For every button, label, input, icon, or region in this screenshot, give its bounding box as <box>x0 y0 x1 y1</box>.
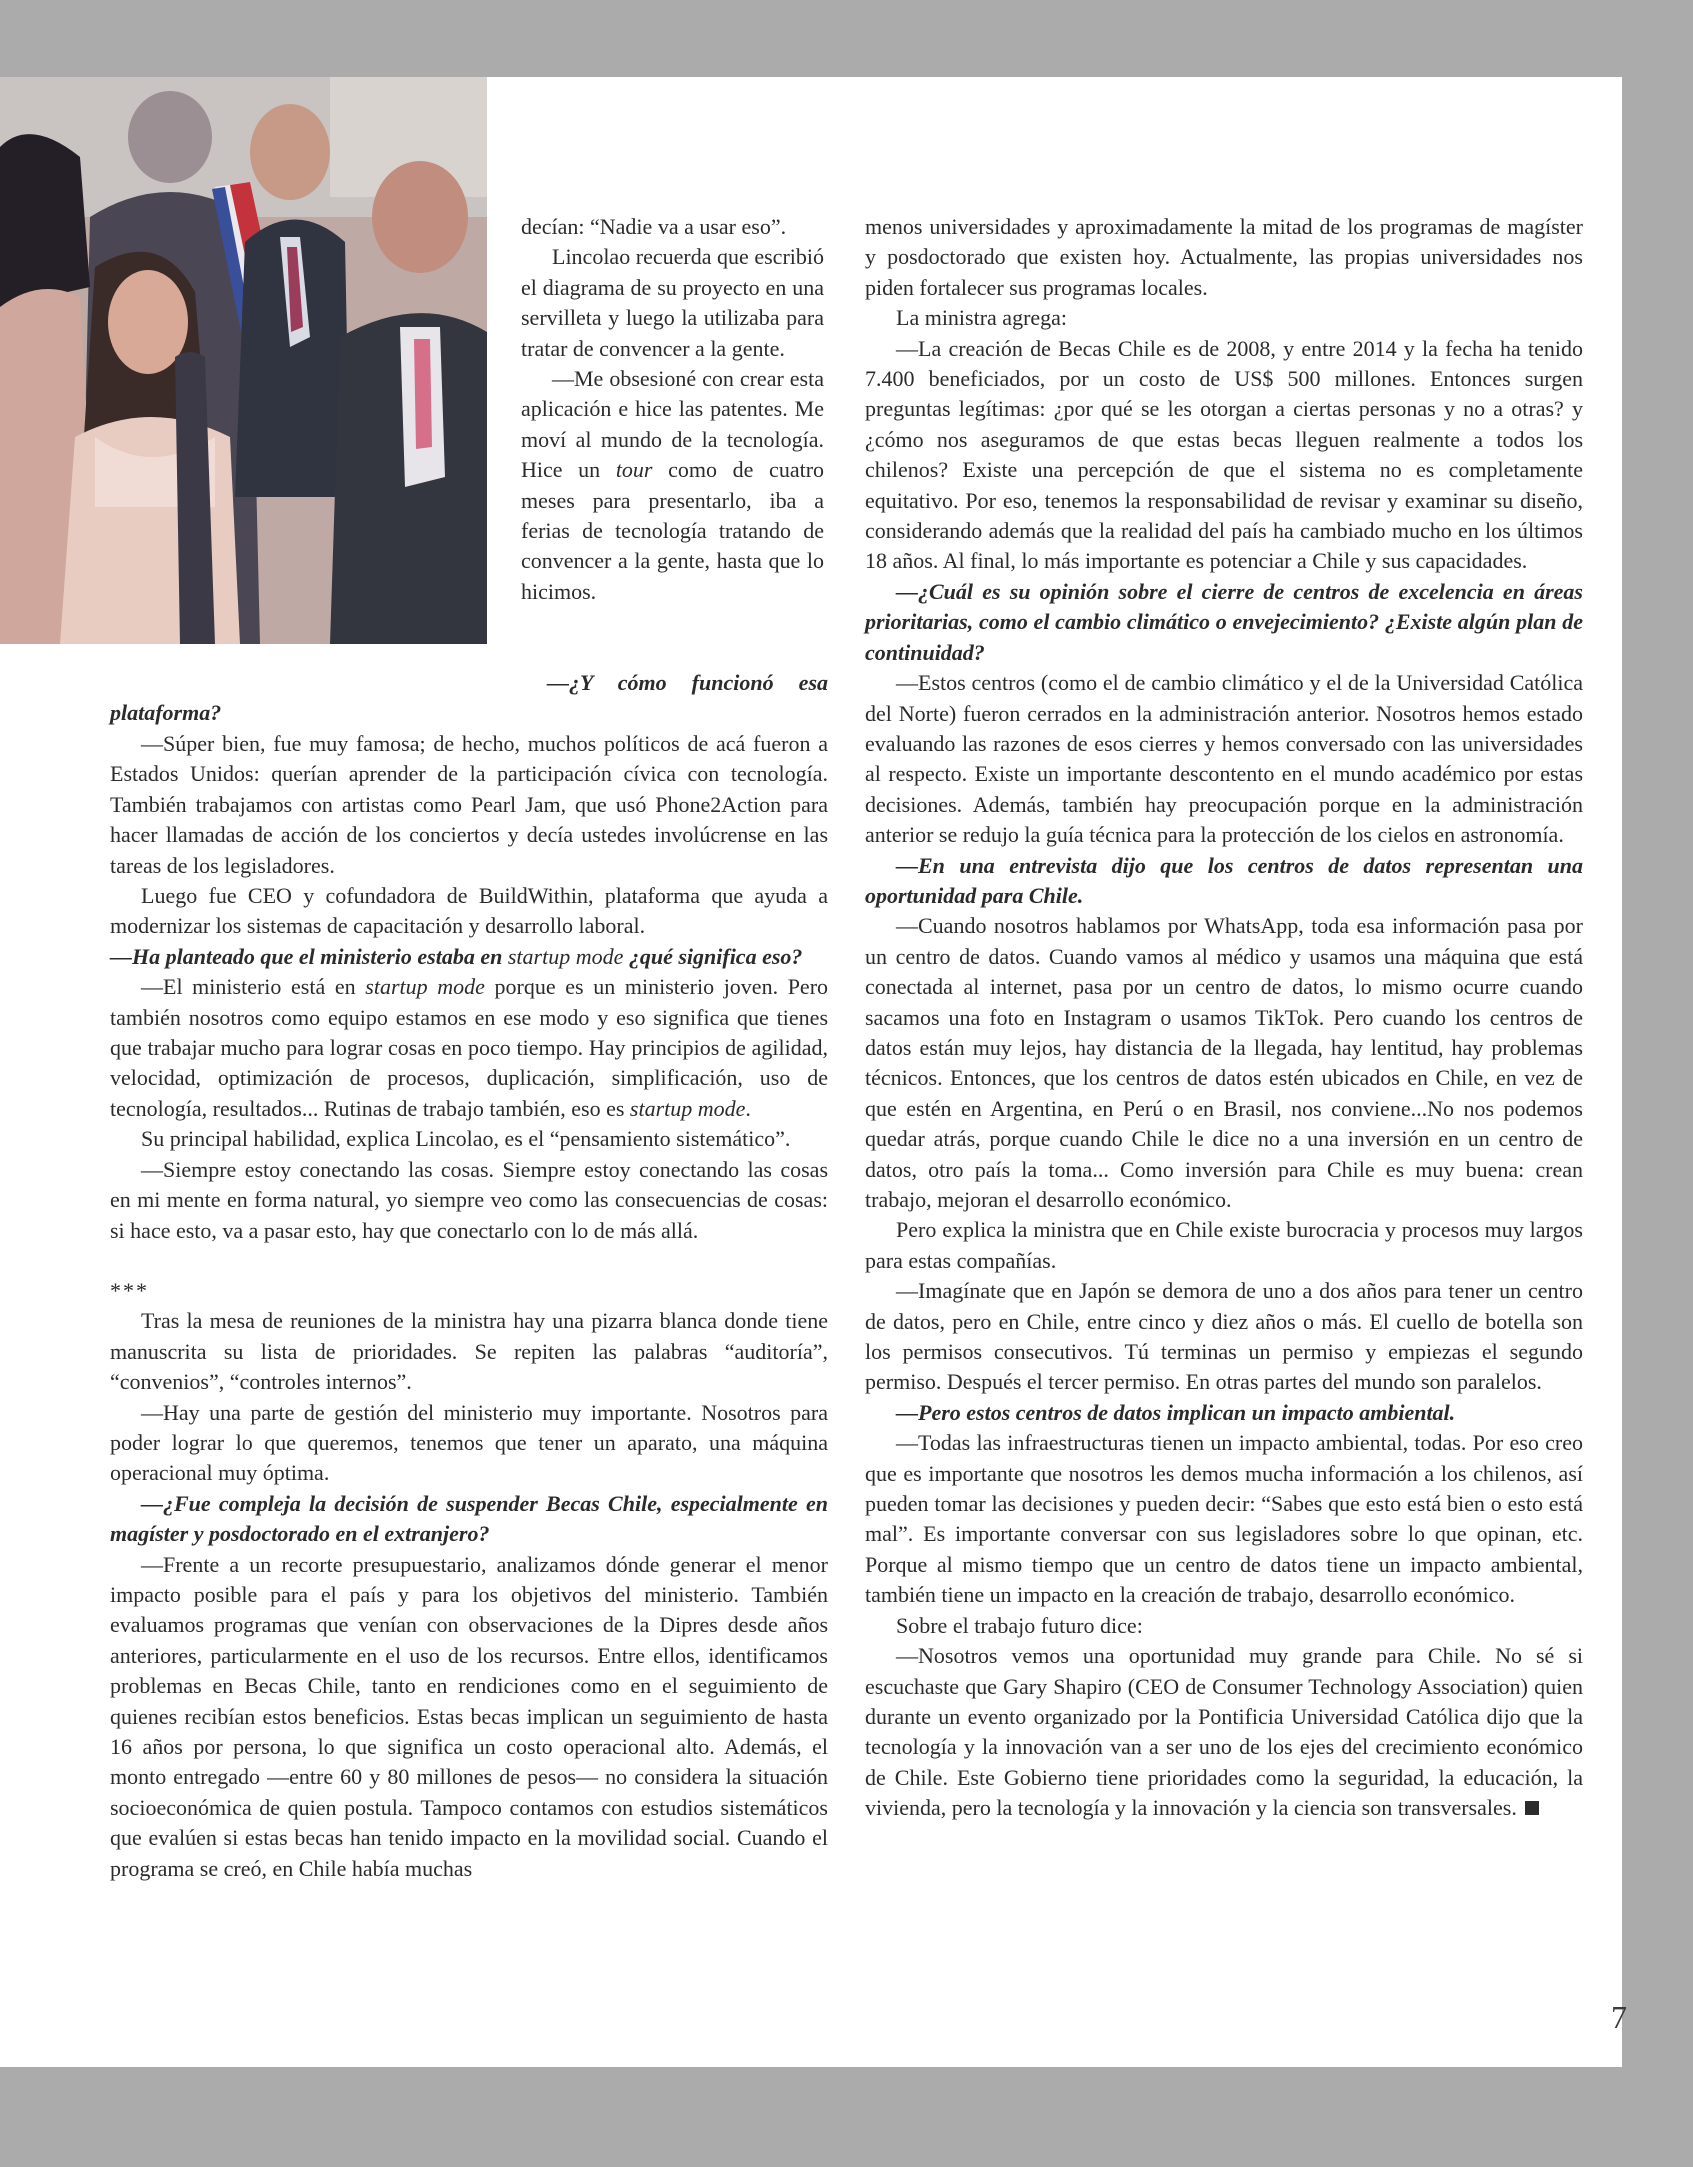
paragraph: —Imagínate que en Japón se demora de uno a dos años para tener un centro de datos, pero en Chile, entre cinco y diez años o más. El cuello de botella son los permisos consecutivos. Tú terminas un permiso y empiezas el segundo permiso. Después el tercer permiso. En otras partes del mundo son paralelos. <box>865 1278 1583 1395</box>
group-photo-illustration <box>0 77 487 644</box>
column-2 <box>865 212 1583 1824</box>
paragraph: Su principal habilidad, explica Lincolao, es el “pensamiento sistemático”. <box>141 1126 791 1152</box>
paragraph: —Súper bien, fue muy famosa; de hecho, muchos políticos de acá fueron a Estados Unidos: querían aprender de la participación cívica con tecnología. También trabajamos con artistas como Pearl Jam, que usó Phone2Action para hacer llamadas de acción de los conciertos y decía ustedes involúcrense en las tareas de los legisladores. <box>110 731 828 878</box>
paragraph: La ministra agrega: <box>896 305 1068 331</box>
interview-question <box>110 942 828 972</box>
interview-question: —En una entrevista dijo que los centros de datos representan una oportunidad para Chile. <box>865 852 1583 908</box>
section-break: *** <box>110 1277 149 1303</box>
text-run: ¿qué significa eso? <box>628 943 803 969</box>
paragraph: Sobre el trabajo futuro dice: <box>896 1612 1143 1638</box>
paragraph: Tras la mesa de reuniones de la ministra hay una pizarra blanca donde tiene manuscrita su lista de prioridades. Se repiten las palabras “auditoría”, “convenios”, “controles internos”. <box>110 1308 828 1395</box>
interview-question: —Pero estos centros de datos implican un impacto ambiental. <box>896 1399 1456 1425</box>
paragraph: —Cuando nosotros hablamos por WhatsApp, toda esa información pasa por un centro de datos. Cuando vamos al médico y usamos una máquina que está conectada al internet, pasa por un centro de datos, lo mismo ocurre cuando sacamos una foto en Instagram o usamos TikTok. Pero cuando los centros de datos están muy lejos, hay distancia de la llegada, hay lentitud, hay problemas técnicos. Entonces, que los centros de datos estén ubicados en Chile, en vez de que estén en Argentina, en Perú o en Brasil, nos conviene...No nos podemos quedar atrás, porque cuando Chile le dice no a una inversión en un centro de datos, otro país la toma... Como inversión para Chile es muy buena: crean trabajo, mejoran el desarrollo económico. <box>865 913 1583 1212</box>
page-number: 7 <box>1611 1999 1627 2035</box>
paragraph: Pero explica la ministra que en Chile existe burocracia y procesos muy largos para estas compañías. <box>865 1217 1583 1273</box>
text-run: —Me obsesioné con crear esta aplicación e hice las patentes. Me moví al mundo de la tecnología. Hice un <box>521 366 824 483</box>
spacer <box>110 1246 828 1276</box>
italic-term: startup mode <box>365 974 485 1000</box>
column-1-lower <box>110 729 828 1884</box>
article-photo <box>0 77 487 644</box>
end-of-article-square-icon <box>1525 1801 1539 1815</box>
italic-term: startup mode <box>629 1095 746 1121</box>
magazine-page <box>0 77 1622 2067</box>
paragraph: —Hay una parte de gestión del ministerio muy importante. Nosotros para poder lograr lo que queremos, tenemos que tener un aparato, una máquina operacional muy óptima. <box>110 1399 828 1486</box>
text-run: —Ha planteado que el ministerio estaba en <box>110 943 503 969</box>
paragraph: decían: “Nadie va a usar eso”. <box>521 214 787 239</box>
text-run: . <box>745 1095 751 1121</box>
paragraph: Luego fue CEO y cofundadora de BuildWithin, plataforma que ayuda a modernizar los sistemas de capacitación y desarrollo laboral. <box>110 883 828 939</box>
question-heading <box>110 668 828 729</box>
text-run: —El ministerio está en <box>141 974 356 1000</box>
interview-question: —¿Y cómo funcionó esa plataforma? <box>110 670 828 726</box>
italic-term: tour <box>615 457 653 483</box>
paragraph: —Estos centros (como el de cambio climático y el de la Universidad Católica del Norte) fueron cerrados en la administración anterior. Nosotros hemos estado evaluando las razones de esos cierres y hemos conversado con las universidades al respecto. Existe un importante descontento en el mundo académico por estas decisiones. Además, también hay preocupación porque en la administración anterior se redujo la guía técnica para la protección de los cielos en astronomía. <box>865 670 1583 848</box>
paragraph <box>521 364 824 607</box>
paragraph: Lincolao recuerda que escribió el diagrama de su proyecto en una servilleta y luego la utilizaba para tratar de convencer a la gente. <box>521 244 824 361</box>
column-1-upper <box>521 212 824 607</box>
paragraph: menos universidades y aproximadamente la mitad de los programas de magíster y posdoctorado que existen hoy. Actualmente, las propias universidades nos piden fortalecer sus programas locales. <box>865 214 1583 300</box>
interview-question: —¿Cuál es su opinión sobre el cierre de centros de excelencia en áreas prioritarias, como el cambio climático o envejecimiento? ¿Existe algún plan de continuidad? <box>865 578 1583 665</box>
paragraph: —La creación de Becas Chile es de 2008, y entre 2014 y la fecha ha tenido 7.400 beneficiados, por un costo de US$ 500 millones. Entonces surgen preguntas legítimas: ¿por qué se les otorgan a ciertas personas y no a otras? y ¿cómo nos aseguramos de que estas becas lleguen realmente a todos los chilenos? Existe una percepción de que el sistema no es completamente equitativo. Por eso, tenemos la responsabilidad de revisar y examinar su diseño, considerando además que la realidad del país ha cambiado mucho en los últimos 18 años. Al final, lo más importante es potenciar a Chile y sus capacidades. <box>865 335 1583 574</box>
paragraph: —Siempre estoy conectando las cosas. Siempre estoy conectando las cosas en mi mente en forma natural, yo siempre veo como las consecuencias de cosas: si hace esto, va a pasar esto, hay que conectarlo con lo de más allá. <box>110 1156 828 1243</box>
text-run: como de cuatro meses para presentarlo, iba a ferias de tecnología tratando de convencer a la gente, hasta que lo hicimos. <box>521 457 825 604</box>
paragraph <box>865 1641 1583 1823</box>
text-run: porque es un ministerio joven. Pero también nosotros como equipo estamos en ese modo y eso significa que tienes que trabajar mucho para lograr cosas en poco tiempo. Hay principios de agilidad, velocidad, optimización de procesos, duplicación, simplificación, uso de tecnología, resultados... Rutinas de trabajo también, eso es <box>110 974 829 1121</box>
paragraph: —Todas las infraestructuras tienen un impacto ambiental, todas. Por eso creo que es importante que nosotros les demos mucha información a los chilenos, así pueden tomar las decisiones y pueden decir: “Sabes que esto está bien o esto está mal”. Es importante conversar con sus legisladores sobre lo que opinan, etc. Porque al mismo tiempo que un centro de datos tiene un impacto ambiental, también tiene un impacto en la creación de trabajo, desarrollo económico. <box>865 1430 1583 1608</box>
paragraph: —Frente a un recorte presupuestario, analizamos dónde generar el menor impacto posible para el país y para los objetivos del ministerio. También evaluamos programas que venían con observaciones de la Dipres desde años anteriores, particularmente en el uso de los recursos. Entre ellos, identificamos problemas en Becas Chile, tanto en rendiciones como en el seguimiento de quienes recibían estos beneficios. Estas becas implican un seguimiento de hasta 16 años por persona, lo que significa un costo operacional alto. Además, el monto entregado —entre 60 y 80 millones de pesos— no considera la situación socioeconómica de quien postula. Tampoco contamos con estudios sistemáticos que evalúen si estas becas han tenido impacto en la movilidad social. Cuando el programa se creó, en Chile había muchas <box>110 1551 828 1881</box>
interview-question: —¿Fue compleja la decisión de suspender Becas Chile, especialmente en magíster y posdoctorado en el extranjero? <box>110 1490 828 1547</box>
paragraph <box>110 972 828 1124</box>
text-run: —Nosotros vemos una oportunidad muy grande para Chile. No sé si escuchaste que Gary Shapiro (CEO de Consumer Technology Association) quien durante un evento organizado por la Pontificia Universidad Católica dijo que la tecnología y la innovación van a ser uno de los ejes del crecimiento económico de Chile. Este Gobierno tiene prioridades como la seguridad, la educación, la vivienda, pero la tecnología y la innovación y la ciencia son transversales. <box>865 1643 1583 1821</box>
italic-term: startup mode <box>507 943 624 969</box>
